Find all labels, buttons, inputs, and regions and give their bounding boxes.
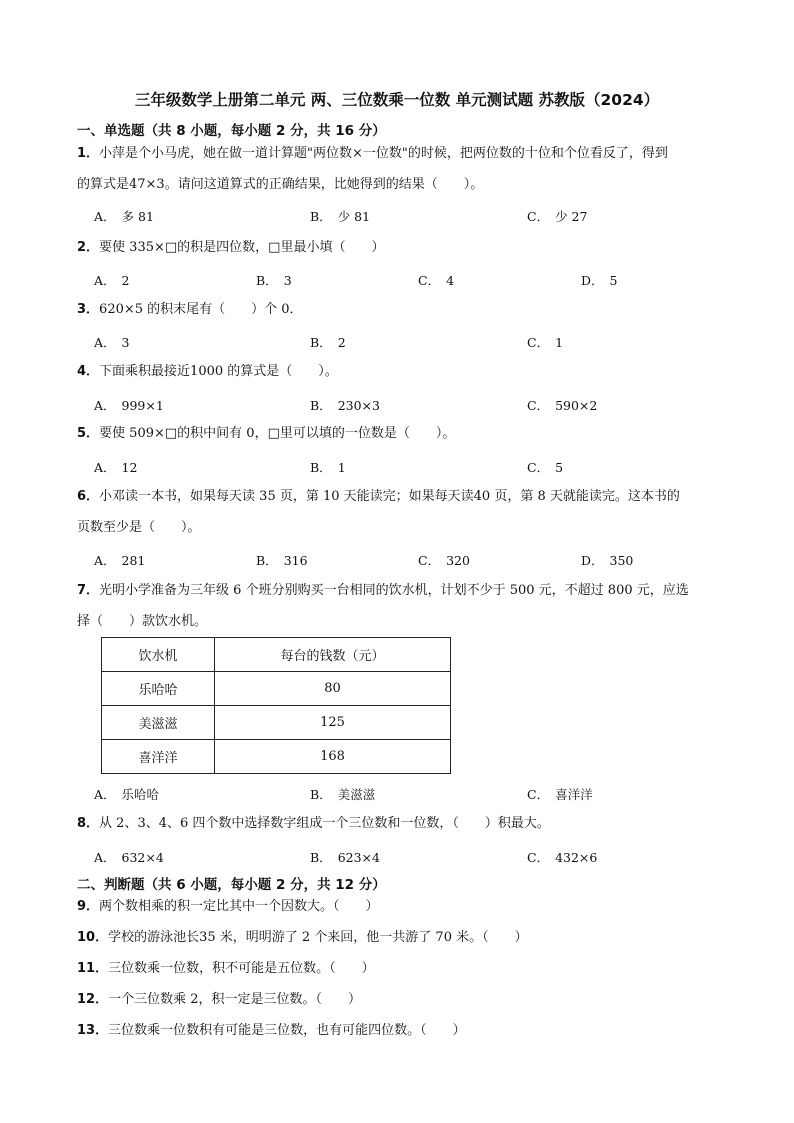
question-5 (77, 418, 745, 449)
page-title: 三年级数学上册第二单元 两、三位数乘一位数 单元测试题 苏教版（2024） (134, 91, 660, 109)
question-6-continued: 页数至少是（ ）。 (77, 520, 201, 535)
question-2-option-a[interactable]: A． 2 (94, 273, 130, 288)
question-text: 三位数乘一位数积有可能是三位数，也有可能四位数。（ ） (108, 1023, 466, 1038)
table-row (102, 672, 451, 706)
question-number: 7． (77, 583, 100, 598)
question-7-option-c[interactable]: C． 喜洋洋 (527, 787, 593, 802)
question-2 (77, 232, 745, 263)
question-4-option-a[interactable]: A． 999×1 (94, 398, 164, 413)
question-10 (77, 922, 745, 953)
question-5-option-c[interactable]: C． 5 (527, 460, 564, 475)
question-1-option-b[interactable]: B． 少 81 (310, 209, 371, 224)
question-1-option-c[interactable]: C． 少 27 (527, 209, 588, 224)
question-number: 3． (77, 302, 100, 317)
question-number: 5． (77, 426, 100, 441)
question-6-option-c[interactable]: C． 320 (418, 553, 470, 568)
table-row (102, 706, 451, 740)
question-9 (77, 891, 745, 922)
table-cell: 80 (215, 672, 451, 706)
table-cell: 美滋滋 (102, 706, 215, 740)
question-6-option-b[interactable]: B． 316 (256, 553, 308, 568)
question-7 (77, 575, 745, 606)
question-6 (77, 481, 745, 512)
question-text: 620×5 的积末尾有（ ）个 0． (99, 302, 303, 317)
question-6-option-a[interactable]: A． 281 (94, 553, 146, 568)
question-text: 下面乘积最接近1000 的算式是（ ）。 (99, 364, 338, 379)
question-text: 从 2、3、4、6 四个数中选择数字组成一个三位数和一位数，（ ）积最大。 (99, 816, 550, 831)
question-1 (77, 138, 745, 169)
question-number: 2． (77, 240, 100, 255)
question-number: 9． (77, 899, 100, 914)
question-3-option-c[interactable]: C． 1 (527, 335, 564, 350)
question-3-option-b[interactable]: B． 2 (310, 335, 346, 350)
table-cell: 125 (215, 706, 451, 740)
question-number: 1． (77, 146, 100, 161)
question-8 (77, 808, 745, 839)
question-text: 小萍是个小马虎，她在做一道计算题"两位数×一位数"的时候，把两位数的十位和个位看反了，得到 (99, 146, 668, 161)
question-number: 13． (77, 1023, 109, 1038)
question-number: 8． (77, 816, 100, 831)
question-number: 11． (77, 961, 109, 976)
question-5-option-b[interactable]: B． 1 (310, 460, 346, 475)
question-2-option-d[interactable]: D． 5 (581, 273, 618, 288)
section-heading-judgement: 二、判断题（共 6 小题，每小题 2 分，共 12 分） (77, 877, 386, 893)
question-12 (77, 984, 745, 1015)
question-7-option-a[interactable]: A． 乐哈哈 (94, 787, 160, 802)
table-header-cell: 每台的钱数（元） (215, 638, 451, 672)
question-2-option-b[interactable]: B． 3 (256, 273, 292, 288)
question-3 (77, 294, 745, 325)
water-dispenser-price-table (101, 637, 451, 774)
section-heading-single-choice: 一、单选题（共 8 小题，每小题 2 分，共 16 分） (77, 123, 386, 139)
question-text: 光明小学准备为三年级 6 个班分别购买一台相同的饮水机，计划不少于 500 元，不超过 800 元，应选 (99, 583, 689, 598)
question-8-option-a[interactable]: A． 632×4 (94, 850, 164, 865)
question-number: 6． (77, 489, 100, 504)
question-11 (77, 953, 745, 984)
table-cell: 168 (215, 740, 451, 774)
question-1-option-a[interactable]: A． 多 81 (94, 209, 154, 224)
table-header-cell: 饮水机 (102, 638, 215, 672)
question-text: 要使 509×□的积中间有 0，□里可以填的一位数是（ ）。 (99, 426, 456, 441)
question-3-option-a[interactable]: A． 3 (94, 335, 130, 350)
table-header-row (102, 638, 451, 672)
question-text: 要使 335×□的积是四位数，□里最小填（ ） (99, 240, 385, 255)
question-2-option-c[interactable]: C． 4 (418, 273, 455, 288)
question-5-option-a[interactable]: A． 12 (94, 460, 138, 475)
question-4-option-c[interactable]: C． 590×2 (527, 398, 598, 413)
question-text: 三位数乘一位数，积不可能是五位数。（ ） (108, 961, 375, 976)
question-7-option-b[interactable]: B． 美滋滋 (310, 787, 376, 802)
question-7-continued: 择（ ）款饮水机。 (77, 614, 208, 629)
table-cell: 喜洋洋 (102, 740, 215, 774)
table-cell: 乐哈哈 (102, 672, 215, 706)
question-number: 10． (77, 930, 109, 945)
question-4 (77, 356, 745, 387)
question-text: 小邓读一本书，如果每天读 35 页，第 10 天能读完；如果每天读40 页，第 8 天就能读完。这本书的 (99, 489, 680, 504)
question-6-option-d[interactable]: D． 350 (581, 553, 634, 568)
question-text: 两个数相乘的积一定比其中一个因数大。（ ） (99, 899, 379, 914)
question-4-option-b[interactable]: B． 230×3 (310, 398, 380, 413)
question-number: 12． (77, 992, 109, 1007)
question-8-option-b[interactable]: B． 623×4 (310, 850, 380, 865)
question-1-continued: 的算式是47×3。请问这道算式的正确结果，比她得到的结果（ ）。 (77, 177, 484, 192)
question-text: 一个三位数乘 2，积一定是三位数。（ ） (108, 992, 361, 1007)
question-8-option-c[interactable]: C． 432×6 (527, 850, 598, 865)
question-13 (77, 1015, 745, 1046)
question-number: 4． (77, 364, 100, 379)
table-row (102, 740, 451, 774)
question-text: 学校的游泳池长35 米，明明游了 2 个来回，他一共游了 70 米。（ ） (108, 930, 528, 945)
